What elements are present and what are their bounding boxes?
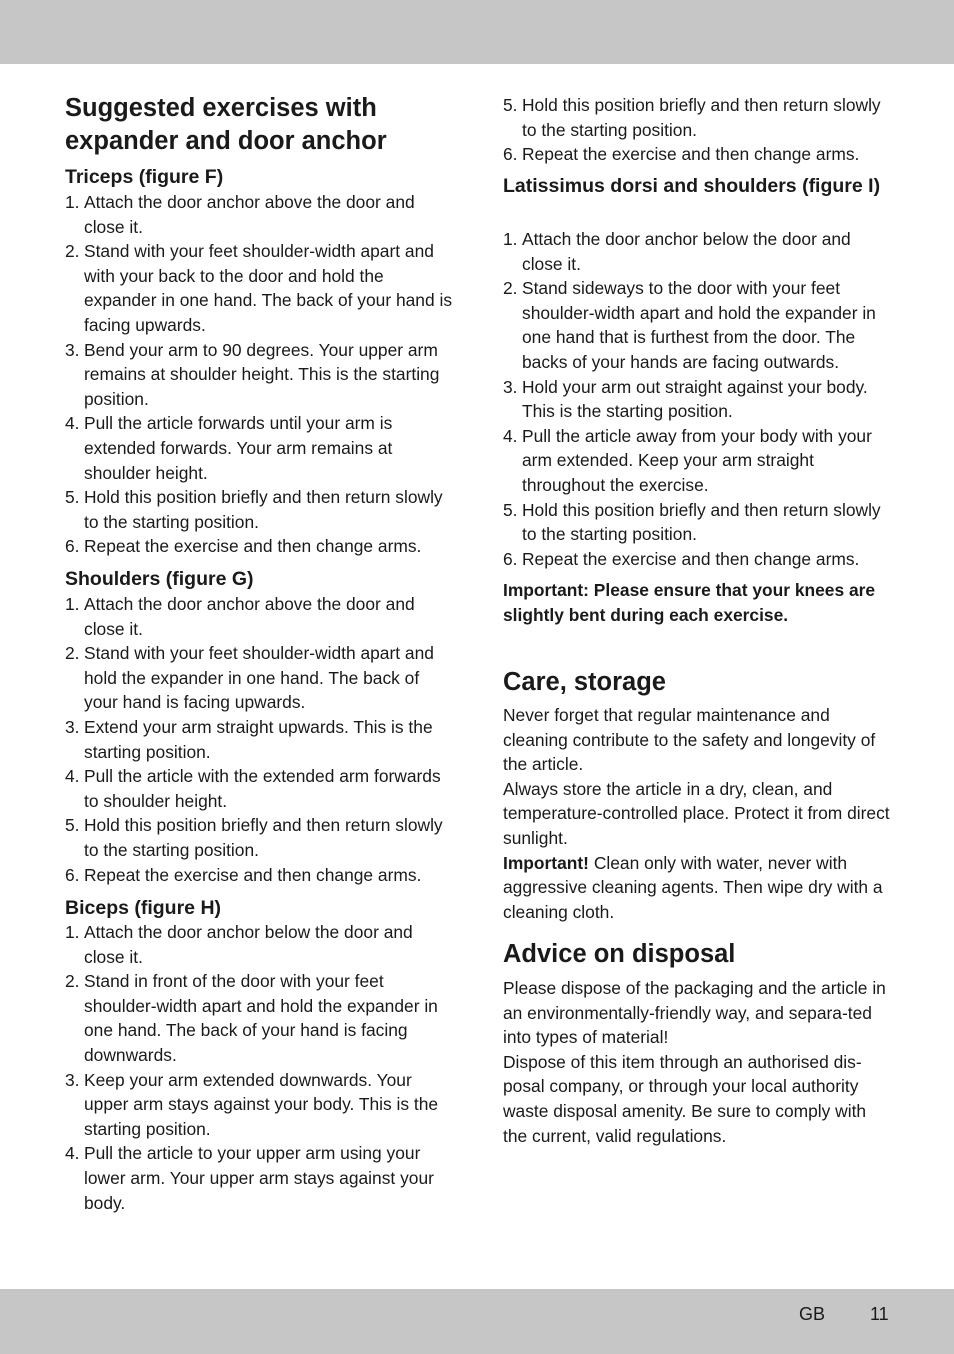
- step-number: 2.: [65, 971, 80, 992]
- list-item: [65, 485, 457, 534]
- list-item: [65, 338, 457, 412]
- section-heading-latissimus: Latissimus dorsi and shoulders (figure I): [503, 175, 881, 197]
- biceps-steps: [65, 920, 457, 1215]
- step-text: Pull the article to your upper arm using your lower arm. Your upper arm stays against your body.: [84, 1143, 434, 1213]
- page-number: 11: [870, 1304, 889, 1324]
- important-label: Important!: [503, 852, 589, 873]
- step-number: 1.: [65, 192, 80, 212]
- step-number: 5.: [503, 499, 518, 520]
- step-number: 5.: [65, 487, 80, 508]
- step-number: 3.: [65, 1069, 80, 1090]
- step-number: 6.: [503, 548, 518, 569]
- step-text: Stand sideways to the door with your feet shoulder-width apart and hold the expander in one hand that is furthest from the door. The backs of your hands are facing outwards.: [522, 278, 876, 372]
- step-text: Stand in front of the door with your feet shoulder-width apart and hold the expander in one hand. The back of your hand is facing downwards.: [84, 971, 438, 1065]
- step-text: Repeat the exercise and then change arms.: [522, 548, 860, 569]
- step-number: 3.: [65, 716, 80, 737]
- step-text: Repeat the exercise and then change arms.: [522, 144, 860, 165]
- step-text: Stand with your feet shoulder-width apart and hold the expander in one hand. The back of your hand is facing upwards.: [84, 643, 434, 713]
- important-note: Important: Please ensure that your knees are slightly bent during each exercise.: [503, 580, 876, 625]
- list-item: [65, 715, 457, 764]
- list-item: [65, 641, 457, 715]
- step-number: 4.: [65, 766, 80, 787]
- list-item: [503, 227, 891, 276]
- care-paragraph-2: Always store the article in a dry, clean, and temperature-controlled place. Protect it from direct sunlight.: [503, 778, 890, 848]
- step-number: 6.: [65, 536, 80, 557]
- section-heading-disposal: Advice on disposal: [503, 940, 736, 968]
- list-item: [65, 813, 457, 862]
- step-number: 5.: [503, 95, 518, 115]
- step-text: Hold your arm out straight against your body. This is the starting position.: [522, 376, 868, 422]
- list-item: [65, 764, 457, 813]
- step-text: Hold this position briefly and then return slowly to the starting position.: [84, 815, 443, 860]
- page-title: Suggested exercises with expander and door anchor: [65, 94, 387, 155]
- step-text: Pull the article away from your body with your arm extended. Keep your arm straight throughout the exercise.: [522, 425, 872, 495]
- triceps-steps: [65, 190, 457, 559]
- step-number: 5.: [65, 815, 80, 836]
- step-number: 2.: [65, 241, 80, 262]
- section-heading-biceps: Biceps (figure H): [65, 897, 222, 919]
- list-item: [503, 142, 891, 167]
- step-number: 4.: [65, 413, 80, 434]
- care-paragraph-3-text: Clean only with water, never with aggressive cleaning agents. Then wipe dry with a cleaning cloth.: [503, 852, 883, 922]
- step-number: 4.: [65, 1143, 80, 1164]
- section-heading-care: Care, storage: [503, 668, 666, 696]
- step-text: Attach the door anchor above the door and close it.: [84, 594, 415, 639]
- step-number: 2.: [503, 278, 518, 299]
- list-item: [65, 411, 457, 485]
- step-text: Hold this position briefly and then return slowly to the starting position.: [522, 499, 881, 545]
- step-number: 3.: [65, 339, 80, 360]
- list-item: [503, 547, 891, 572]
- step-text: Pull the article with the extended arm forwards to shoulder height.: [84, 766, 441, 811]
- list-item: [65, 534, 457, 559]
- shoulders-steps: [65, 592, 457, 887]
- step-number: 1.: [503, 229, 518, 249]
- step-number: 2.: [65, 643, 80, 664]
- step-number: 3.: [503, 376, 518, 397]
- step-text: Bend your arm to 90 degrees. Your upper arm remains at shoulder height. This is the starting position.: [84, 339, 440, 409]
- step-text: Attach the door anchor below the door and close it.: [522, 229, 851, 274]
- list-item: [65, 1141, 457, 1215]
- footer-language-code: GB: [799, 1304, 826, 1324]
- list-item: [65, 1068, 457, 1142]
- step-number: 1.: [65, 922, 80, 942]
- list-item: [65, 239, 457, 337]
- disposal-paragraph-1: Please dispose of the packaging and the article in an environmentally-friendly way, and separa-ted into types of material!: [503, 978, 886, 1048]
- latissimus-steps: [503, 227, 891, 571]
- step-text: Attach the door anchor below the door and close it.: [84, 922, 413, 967]
- step-text: Attach the door anchor above the door and close it.: [84, 192, 415, 237]
- care-paragraph-1: Never forget that regular maintenance and cleaning contribute to the safety and longevity of the article.: [503, 705, 876, 775]
- step-number: 6.: [503, 144, 518, 165]
- list-item: [503, 375, 891, 424]
- list-item: [503, 498, 891, 547]
- step-text: Repeat the exercise and then change arms.: [84, 864, 422, 885]
- section-heading-triceps: Triceps (figure F): [65, 166, 224, 188]
- step-number: 1.: [65, 594, 80, 614]
- step-text: Hold this position briefly and then return slowly to the starting position.: [522, 95, 881, 140]
- step-text: Keep your arm extended downwards. Your upper arm stays against your body. This is the starting position.: [84, 1069, 439, 1139]
- list-item: [503, 424, 891, 498]
- list-item: [503, 276, 891, 374]
- disposal-paragraph-2: Dispose of this item through an authorised dis-posal company, or through your local authority waste disposal amenity. Be sure to comply with the current, valid regulations.: [503, 1051, 867, 1146]
- step-number: 6.: [65, 864, 80, 885]
- biceps-steps-continued: [503, 93, 891, 167]
- list-item: [65, 863, 457, 888]
- step-text: Repeat the exercise and then change arms.: [84, 536, 422, 557]
- step-number: 4.: [503, 425, 518, 446]
- list-item: [65, 969, 457, 1067]
- step-text: Pull the article forwards until your arm is extended forwards. Your arm remains at shoulder height.: [84, 413, 393, 483]
- list-item: [65, 920, 457, 969]
- step-text: Hold this position briefly and then return slowly to the starting position.: [84, 487, 443, 532]
- list-item: [503, 93, 891, 142]
- header-bar: [0, 0, 954, 64]
- care-paragraph-3: [503, 851, 891, 925]
- step-text: Extend your arm straight upwards. This is the starting position.: [84, 716, 433, 762]
- disposal-text: [503, 976, 891, 1148]
- care-text: [503, 703, 891, 924]
- section-heading-shoulders: Shoulders (figure G): [65, 568, 254, 590]
- list-item: [65, 190, 457, 239]
- step-text: Stand with your feet shoulder-width apart and with your back to the door and hold the expander in one hand. The back of your hand is facing upwards.: [84, 241, 453, 335]
- list-item: [65, 592, 457, 641]
